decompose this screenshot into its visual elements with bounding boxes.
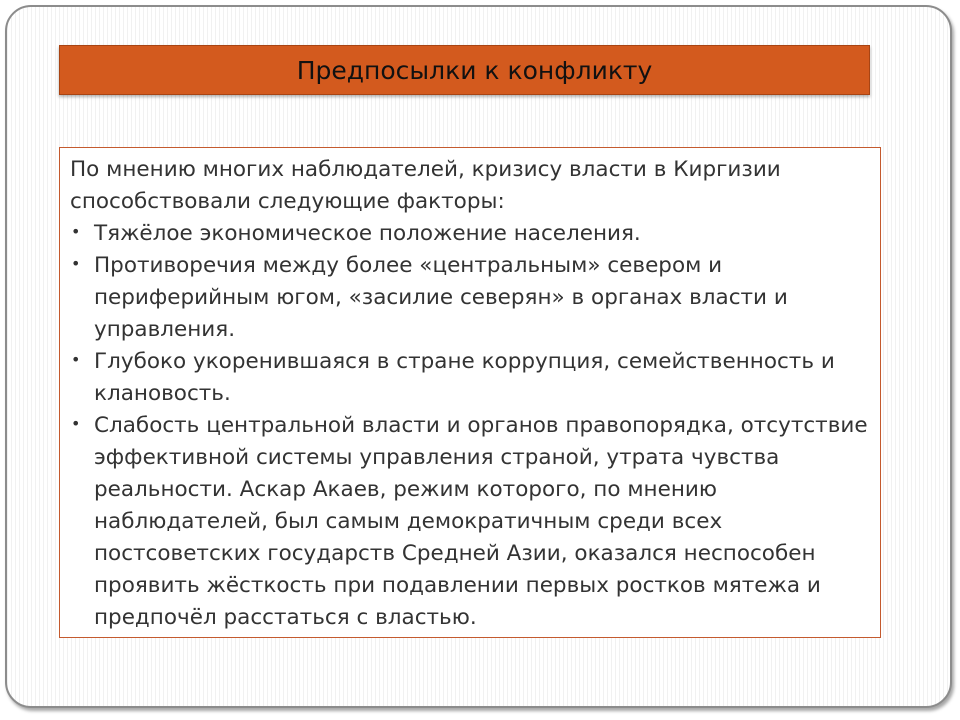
intro-paragraph: По мнению многих наблюдателей, кризису власти в Киргизии способствовали следующие факторы: xyxy=(70,157,781,214)
bullet-dot-icon: • xyxy=(71,254,81,273)
content-box xyxy=(59,147,881,638)
title-bar xyxy=(59,45,870,95)
slide-title: Предпосылки к конфликту xyxy=(296,55,653,85)
factor-text: Тяжёлое экономическое положение населения. xyxy=(94,221,641,246)
factor-list xyxy=(70,218,870,634)
factor-text: Слабость центральной власти и органов правопорядка, отсутствие эффективной системы управления страной, утрата чувства реальности. Аскар Акаев, режим которого, по мнению наблюдателей, был самым демократичным среди всех постсоветских государств Средней Азии, оказался неспособен проявить жёсткость при подавлении первых ростков мятежа и предпочёл расстаться с властью. xyxy=(94,413,868,630)
bullet-dot-icon: • xyxy=(71,222,81,241)
factor-text: Глубоко укоренившаяся в стране коррупция, семейственность и клановость. xyxy=(94,349,835,406)
bullet-dot-icon: • xyxy=(71,350,81,369)
bullet-dot-icon: • xyxy=(71,414,81,433)
content-text xyxy=(70,154,870,634)
factor-item-economy xyxy=(70,218,870,250)
factor-item-north-south xyxy=(70,250,870,346)
factor-text: Противоречия между более «центральным» севером и периферийным югом, «засилие северян» в органах власти и управления. xyxy=(94,253,788,342)
factor-item-corruption xyxy=(70,346,870,410)
factor-item-weak-power xyxy=(70,410,870,634)
